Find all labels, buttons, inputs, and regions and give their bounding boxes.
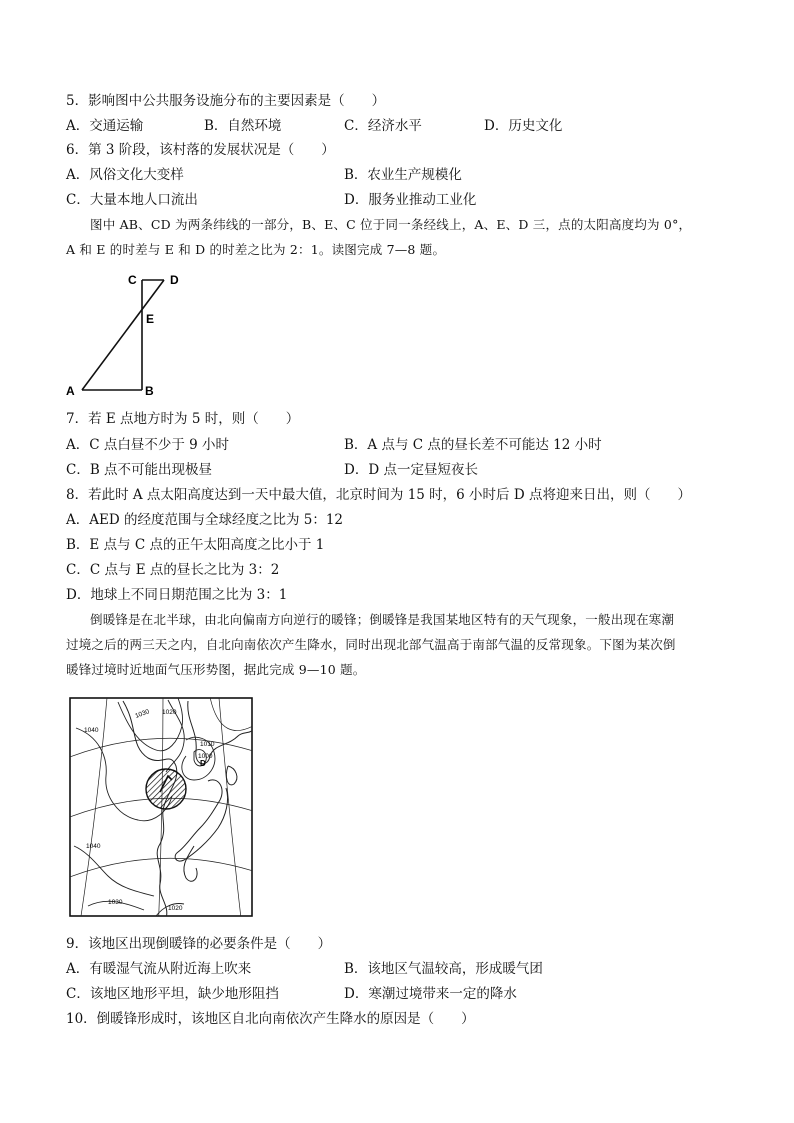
q5-stem: 5．影响图中公共服务设施分布的主要因素是（ ） xyxy=(66,93,386,109)
q5-option-c: C．经济水平 xyxy=(344,118,422,134)
q6-stem: 6．第 3 阶段，该村落的发展状况是（ ） xyxy=(66,142,335,158)
q8-option-a: A．AED 的经度范围与全球经度之比为 5：12 xyxy=(66,512,344,528)
q7-option-c: C．B 点不可能出现极昼 xyxy=(66,462,213,478)
isobar-label-1040-south: 1040 xyxy=(86,843,101,850)
isobar-label-1020-south: 1020 xyxy=(168,905,183,912)
q7-option-a: A．C 点白昼不少于 9 小时 xyxy=(66,437,230,453)
q6-option-b: B．农业生产规模化 xyxy=(344,167,462,183)
isobar-label-1010: 1010 xyxy=(200,741,215,748)
q6-option-d: D．服务业推动工业化 xyxy=(344,192,477,208)
q5-option-b: B．自然环境 xyxy=(204,118,282,134)
isobar-map xyxy=(68,696,254,918)
q7-stem: 7．若 E 点地方时为 5 时，则（ ） xyxy=(66,411,300,427)
isobar-label-1030-north: 1030 xyxy=(134,708,151,720)
q9-stem: 9．该地区出现倒暖锋的必要条件是（ ） xyxy=(66,936,332,952)
q10-stem: 10．倒暖锋形成时，该地区自北向南依次产生降水的原因是（ ） xyxy=(66,1011,475,1027)
q7-option-d: D．D 点一定昼短夜长 xyxy=(344,462,478,478)
label-c: C xyxy=(128,273,137,287)
q8-option-b: B．E 点与 C 点的正午太阳高度之比小于 1 xyxy=(66,537,325,553)
isobar-label-1020-north: 1020 xyxy=(162,709,177,716)
low-pressure-label: D xyxy=(200,759,206,768)
passage1-line2: A 和 E 的时差与 E 和 D 的时差之比为 2：1。读图完成 7—8 题。 xyxy=(66,242,446,257)
isobar-label-1040-north: 1040 xyxy=(84,727,99,734)
q9-option-d: D．寒潮过境带来一定的降水 xyxy=(344,986,517,1002)
line-ad xyxy=(82,280,164,390)
q9-option-b: B．该地区气温较高，形成暖气团 xyxy=(344,961,543,977)
passage2-line3: 暖锋过境时近地面气压形势图，据此完成 9—10 题。 xyxy=(66,662,366,677)
passage1-line1: 图中 AB、CD 为两条纬线的一部分，B、E、C 位于同一条经线上，A、E、D 三，点的太阳高度均为 0°， xyxy=(90,217,692,232)
q8-option-c: C．C 点与 E 点的昼长之比为 3：2 xyxy=(66,562,280,578)
isobar-label-1030-south: 1030 xyxy=(108,899,123,906)
q5-option-a: A．交通运输 xyxy=(66,118,144,134)
q6-option-c: C．大量本地人口流出 xyxy=(66,192,198,208)
label-a: A xyxy=(66,384,75,398)
latitude-diagram xyxy=(60,266,200,398)
label-e: E xyxy=(146,312,155,326)
q6-option-a: A．风俗文化大变样 xyxy=(66,167,184,183)
q9-option-c: C．该地区地形平坦，缺少地形阻挡 xyxy=(66,986,279,1002)
passage2-line1: 倒暖锋是在北半球，由北向偏南方向逆行的暖锋；倒暖锋是我国某地区特有的天气现象，一般出现在寒潮 xyxy=(90,612,675,627)
q8-stem: 8．若此时 A 点太阳高度达到一天中最大值，北京时间为 15 时，6 小时后 D 点将迎来日出，则（ ） xyxy=(66,487,691,503)
q8-option-d: D．地球上不同日期范围之比为 3：1 xyxy=(66,587,288,603)
label-d: D xyxy=(170,273,179,287)
q5-option-d: D．历史文化 xyxy=(484,118,563,134)
label-b: B xyxy=(145,384,154,398)
q7-option-b: B．A 点与 C 点的昼长差不可能达 12 小时 xyxy=(344,437,602,453)
isobar-label-1000: 1000 xyxy=(198,753,213,760)
passage2-line2: 过境之后的两三天之内，自北向南依次产生降水，同时出现北部气温高于南部气温的反常现象。下图为某次倒 xyxy=(66,637,676,652)
precipitation-area xyxy=(146,769,186,809)
q9-option-a: A．有暖湿气流从附近海上吹来 xyxy=(66,961,252,977)
